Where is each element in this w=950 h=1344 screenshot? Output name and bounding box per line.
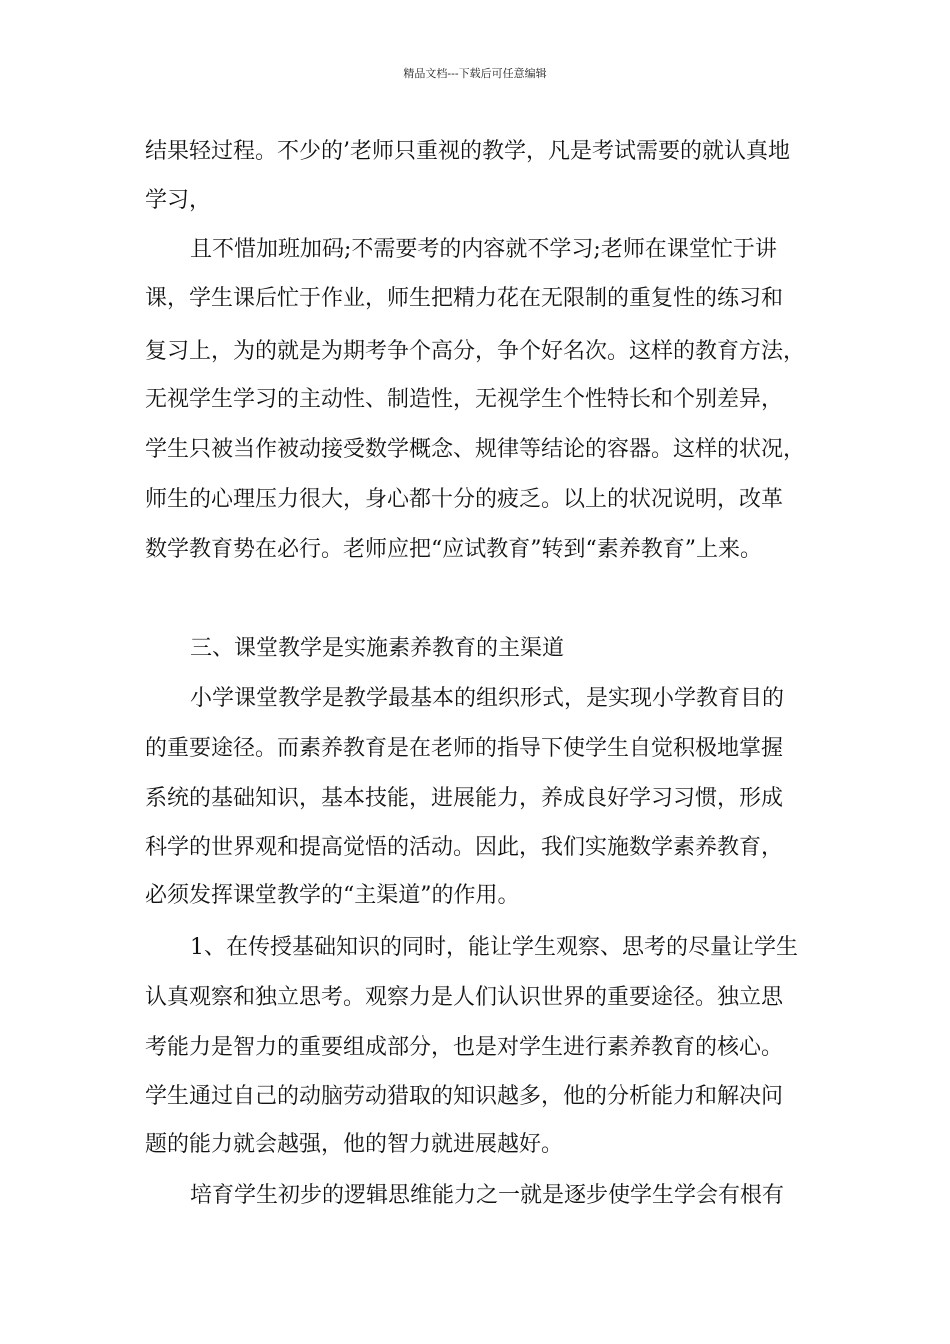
text-line: 无视学生学习的主动性、制造性，无视学生个性特长和个别差异， <box>145 387 784 412</box>
text-line: 题的能力就会越强，他的智力就进展越好。 <box>145 1132 564 1157</box>
text-line: 课，学生课后忙于作业，师生把精力花在无限制的重复性的练习和 <box>145 286 784 311</box>
text-line: 小学课堂教学是教学最基本的组织形式，是实现小学教育目的 <box>190 686 785 711</box>
text-line: 且不惜加班加码;不需要考的内容就不学习;老师在课堂忙于讲 <box>190 237 777 262</box>
text-line: 的重要途径。而素养教育是在老师的指导下使学生自觉积极地掌握 <box>145 736 784 761</box>
text-line: 师生的心理压力很大，身心都十分的疲乏。以上的状况说明，改革 <box>145 487 784 512</box>
text-line: 科学的世界观和提高觉悟的活动。因此，我们实施数学素养教育， <box>145 835 784 860</box>
text-line: 考能力是智力的重要组成部分，也是对学生进行素养教育的核心。 <box>145 1035 784 1060</box>
text-line: 培育学生初步的逻辑思维能力之一就是逐步使学生学会有根有 <box>190 1183 785 1208</box>
text-line: 认真观察和独立思考。观察力是人们认识世界的重要途径。独立思 <box>145 985 784 1010</box>
text-line: 结果轻过程。不少的’老师只重视的教学，凡是考试需要的就认真地 <box>145 139 790 164</box>
page-header: 精品文档---下载后可任意编辑 <box>403 67 547 80</box>
text-line: 系统的基础知识，基本技能，进展能力，养成良好学习习惯，形成 <box>145 786 784 811</box>
text-line: 数学教育势在必行。老师应把“应试教育”转到“素养教育”上来。 <box>145 537 762 562</box>
text-line: 学习， <box>145 188 212 213</box>
text-line: 必须发挥课堂教学的“主渠道”的作用。 <box>145 883 520 908</box>
section-heading: 三、课堂教学是实施素养教育的主渠道 <box>190 636 565 661</box>
text-line: 1、在传授基础知识的同时，能让学生观察、思考的尽量让学生 <box>190 935 798 960</box>
text-line: 学生只被当作被动接受数学概念、规律等结论的容器。这样的状况， <box>145 437 806 462</box>
text-line: 学生通过自己的动脑劳动猎取的知识越多，他的分析能力和解决问 <box>145 1084 784 1109</box>
text-line: 复习上，为的就是为期考争个高分，争个好名次。这样的教育方法， <box>145 339 806 364</box>
